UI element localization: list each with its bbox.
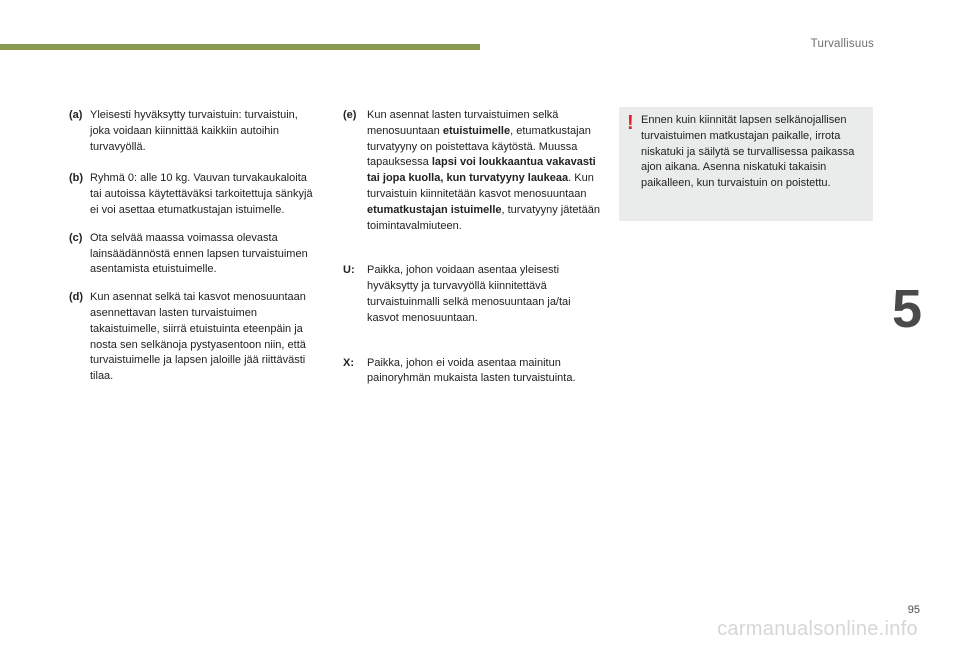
emphasis-text: etumatkustajan istuimelle [367, 203, 502, 216]
entry-label: (e) [343, 109, 357, 121]
entry-label: U: [343, 264, 355, 277]
entry-label: X: [343, 356, 354, 369]
entry-text: Kun asennat lasten turvaistuimen selkä menosuuntaan etuistuimelle, etumatkustajan turvatyyny on poistettava käytöstä. Muussa tapauksessa lapsi voi loukkaantua vakavasti tai jopa kuolla, kun turvatyyny laukeaa. Kun turvaistuin kiinnitetään kasvot menosuuntaan etumatkustajan istuimelle, turvatyyny jätetään toimintavalmiuteen. [367, 109, 600, 232]
entry-c [69, 231, 319, 278]
watermark: carmanualsonline.info [717, 618, 918, 640]
entry-label: (b) [69, 172, 84, 185]
header-accent-bar [0, 44, 480, 50]
left-column [69, 108, 319, 385]
page-number: 95 [907, 604, 920, 616]
entry-b [69, 171, 319, 218]
entry-label: (a) [69, 109, 83, 121]
warning-text: Ennen kuin kiinnität lapsen selkänojallisen turvaistuimen matkustajan paikalle, irrota niskatuki ja säilytä se turvallisessa paikassa ajon aikana. Asenna niskatuki takaisin paikalleen, kun turvaistuin on poistettu. [641, 114, 855, 190]
entry-e [343, 108, 601, 234]
entry-x [343, 356, 601, 388]
entry-label: (d) [69, 291, 84, 304]
entry-u [343, 263, 601, 326]
entry-label: (c) [69, 231, 83, 244]
entry-text: Paikka, johon ei voida asentaa mainitun painoryhmän mukaista lasten turvaistuinta. [367, 356, 576, 385]
exclamation-icon: ! [627, 112, 634, 134]
warning-box [619, 107, 873, 221]
entry-text: Paikka, johon voidaan asentaa yleisesti hyväksytty ja turvavyöllä kiinnitettävä turvaistuinmalli selkä menosuuntaan ja/tai kasvot menosuuntaan. [367, 264, 571, 324]
middle-column [343, 108, 601, 387]
entry-d [69, 290, 319, 385]
chapter-number: 5 [892, 279, 923, 339]
entry-text: Ryhmä 0: alle 10 kg. Vauvan turvakaukaloita tai autoissa käytettäväksi tarkoitettuja sänkyjä ei voi asettaa etumatkustajan istuimelle. [90, 172, 313, 216]
entry-a [69, 108, 319, 155]
entry-text: Kun asennat selkä tai kasvot menosuuntaan asennettavan lasten turvaistuimen takaistuimelle, siirrä etuistuinta eteenpäin ja nosta sen selkänoja pystyasentoon niin, että turvaistuimelle ja lapsen jaloille jää riittävästi tilaa. [90, 291, 306, 383]
entry-text: Ota selvää maassa voimassa olevasta lainsäädännöstä ennen lapsen turvaistuimen asentamista etuistuimelle. [90, 231, 308, 276]
section-title: Turvallisuus [810, 38, 874, 50]
emphasis-text: etuistuimelle [442, 124, 511, 137]
entry-text: Yleisesti hyväksytty turvaistuin: turvaistuin, joka voidaan kiinnittää kaikkiin autoihin turvavyöllä. [90, 109, 298, 153]
emphasis-text: lapsi voi loukkaantua vakavasti tai jopa kuolla, kun turvatyyny laukeaa [367, 156, 596, 185]
